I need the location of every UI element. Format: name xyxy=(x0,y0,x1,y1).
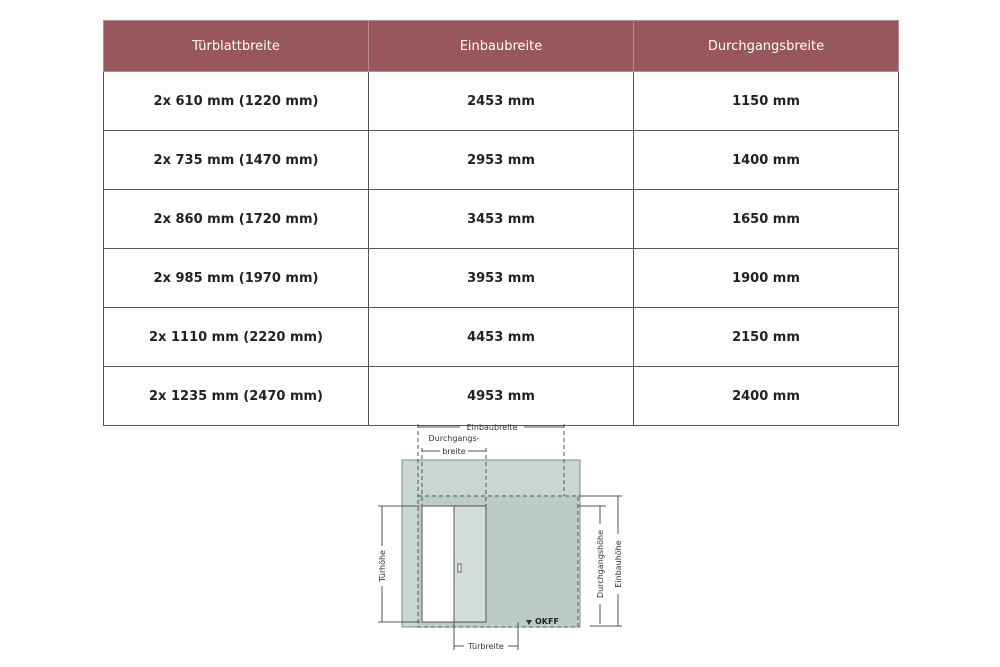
dimensions-table xyxy=(103,20,899,426)
cell-durchgangsbreite: 1150 mm xyxy=(634,72,899,131)
table-row xyxy=(104,72,899,131)
door-handle-icon xyxy=(458,564,461,572)
cell-einbaubreite: 3453 mm xyxy=(369,190,634,249)
label-okff: OKFF xyxy=(535,617,559,626)
cell-einbaubreite: 2453 mm xyxy=(369,72,634,131)
label-tuerbreite: Türbreite xyxy=(468,642,504,651)
cell-tuerblattbreite: 2x 735 mm (1470 mm) xyxy=(104,131,369,190)
dimensions-table-wrapper xyxy=(103,20,891,426)
cell-durchgangsbreite: 2400 mm xyxy=(634,367,899,426)
cell-tuerblattbreite: 2x 1235 mm (2470 mm) xyxy=(104,367,369,426)
header-durchgangsbreite: Durchgangsbreite xyxy=(634,21,899,72)
cell-durchgangsbreite: 1900 mm xyxy=(634,249,899,308)
cell-durchgangsbreite: 1400 mm xyxy=(634,131,899,190)
table-header-row xyxy=(104,21,899,72)
label-durchgangsbreite-1: Durchgangs- xyxy=(428,434,480,443)
cell-einbaubreite: 4953 mm xyxy=(369,367,634,426)
label-einbaubreite: Einbaubreite xyxy=(466,423,518,432)
cell-durchgangsbreite: 2150 mm xyxy=(634,308,899,367)
door-leaf-left xyxy=(422,506,454,622)
label-tuerhoehe: Türhöhe xyxy=(378,550,387,582)
table-row xyxy=(104,367,899,426)
cell-tuerblattbreite: 2x 1110 mm (2220 mm) xyxy=(104,308,369,367)
cell-tuerblattbreite: 2x 610 mm (1220 mm) xyxy=(104,72,369,131)
table-row xyxy=(104,190,899,249)
table-row xyxy=(104,249,899,308)
table-row xyxy=(104,131,899,190)
label-durchgangsbreite-2: breite xyxy=(442,447,466,456)
cell-einbaubreite: 4453 mm xyxy=(369,308,634,367)
cell-tuerblattbreite: 2x 985 mm (1970 mm) xyxy=(104,249,369,308)
cell-durchgangsbreite: 1650 mm xyxy=(634,190,899,249)
header-tuerblattbreite: Türblattbreite xyxy=(104,21,369,72)
label-einbauhoehe: Einbauhöhe xyxy=(614,540,623,588)
label-durchgangshoehe: Durchgangshöhe xyxy=(596,529,605,599)
door-dimension-diagram xyxy=(360,418,640,658)
cell-tuerblattbreite: 2x 860 mm (1720 mm) xyxy=(104,190,369,249)
cell-einbaubreite: 2953 mm xyxy=(369,131,634,190)
table-row xyxy=(104,308,899,367)
cell-einbaubreite: 3953 mm xyxy=(369,249,634,308)
header-einbaubreite: Einbaubreite xyxy=(369,21,634,72)
